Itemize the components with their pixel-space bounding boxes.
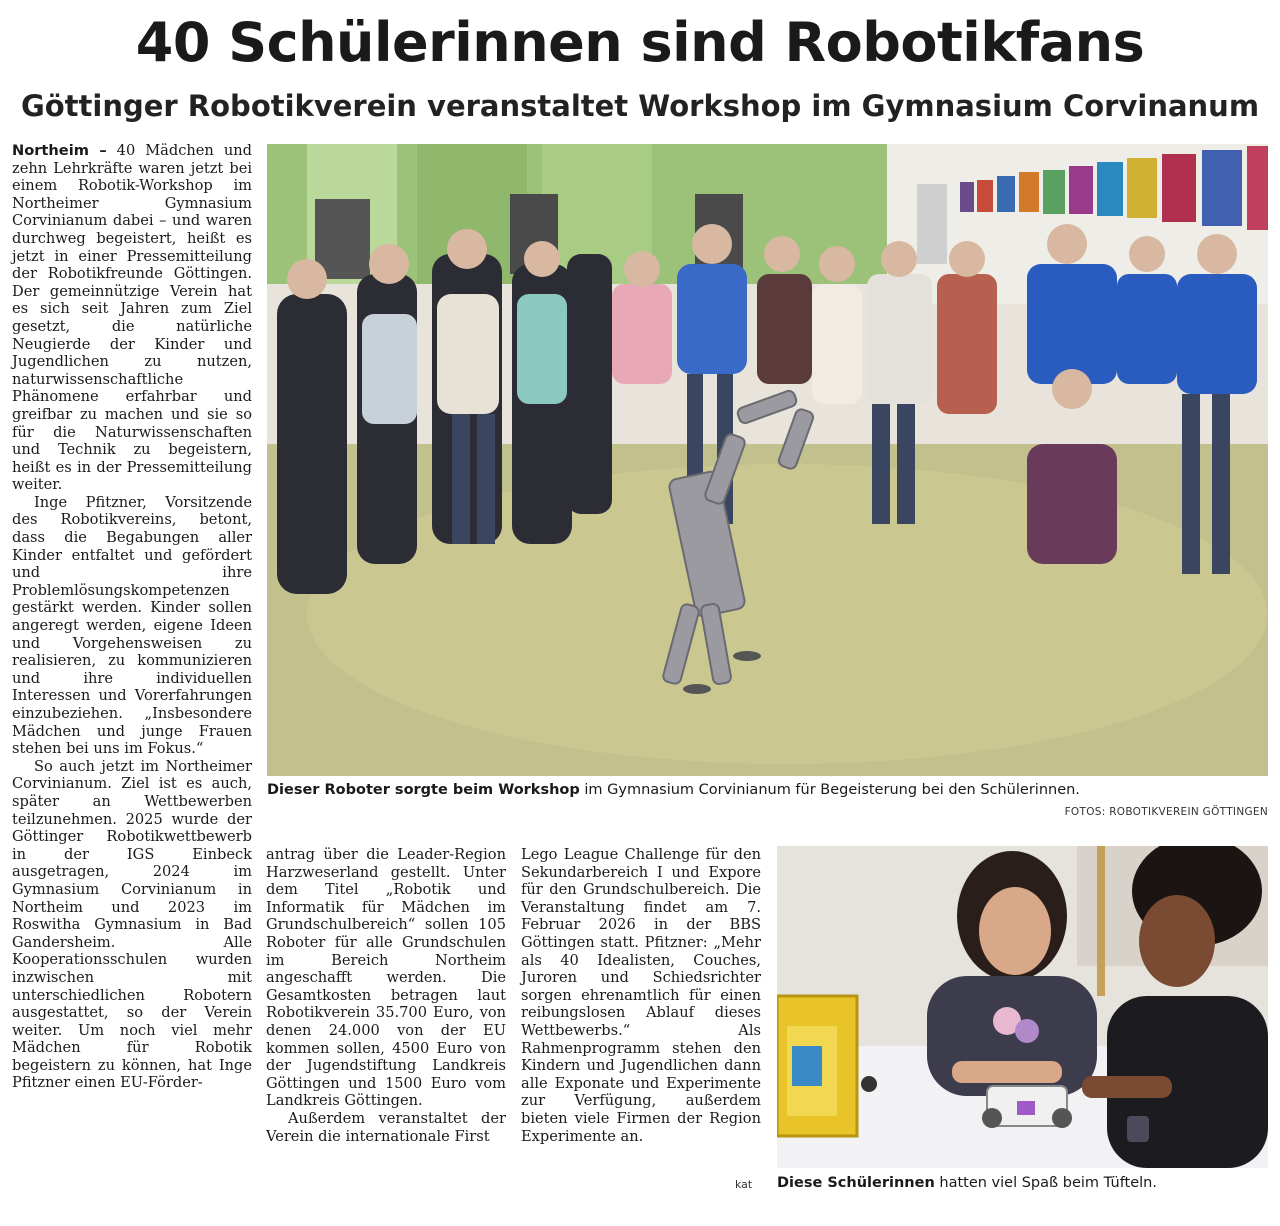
article-paragraph: Lego League Challenge für den Sekundarbereich I und Expore für den Grundschulbereich. Die Veranstaltung findet am 7. Februar 2026 in der BBS Göttingen statt. Pfitzner: „Mehr als 40 Idealisten, Couches, Juroren und Schiedsrichter sorgen ehrenamtlich für einen reibungslosen Ablauf dieses Wettbewerbs.“ Als Rahmenprogramm stehen den Kindern und Jugendlichen dann alle Exponate und Experimente zur Verfügung, außerdem bieten viele Firmen der Region Experimente an. — [521, 846, 761, 1145]
photo-caption-main — [267, 781, 1268, 799]
headline: 40 Schülerinnen sind Robotikfans — [135, 11, 1145, 74]
photo-girls-tinkering — [777, 846, 1268, 1168]
photo-caption-small — [777, 1174, 1268, 1192]
dateline: Northeim – — [12, 142, 107, 159]
article-paragraph: antrag über die Leader-Region Harzweserland gestellt. Unter dem Titel „Robotik und Informatik für Mädchen im Grundschulbereich“ sollen 105 Roboter für alle Grundschulen im Bereich Northeim angeschafft werden. Die Gesamtkosten betragen laut Robotikverein 35.700 Euro, von denen 24.000 von der EU kommen sollen, 4500 Euro von der Jugendstiftung Landkreis Göttingen und 1500 Euro vom Landkreis Göttingen. — [266, 846, 506, 1110]
caption-text: hatten viel Spaß beim Tüfteln. — [934, 1175, 1157, 1191]
article-column-1 — [12, 142, 252, 1194]
article-column-2 — [266, 846, 506, 1196]
article-paragraph: So auch jetzt im Northeimer Corvinianum. Ziel ist es auch, später an Wettbewerben teilzunehmen. 2025 wurde der Göttinger Robotikwettbewerb in der IGS Einbeck ausgetragen, 2024 im Gymnasium Corvinianum in Northeim und 2023 im Roswitha Gymnasium in Bad Gandersheim. Alle Kooperationsschulen wurden inzwischen mit unterschiedlichen Robotern ausgestattet, so der Verein weiter. Um noch viel mehr Mädchen für Robotik begeistern zu können, hat Inge Pfitzner einen EU-Förder- — [12, 757, 252, 1092]
subheadline: Göttinger Robotikverein veranstaltet Workshop im Gymnasium Corvinanum — [20, 89, 1260, 123]
caption-bold: Diese Schülerinnen — [777, 1175, 935, 1191]
article-column-3 — [521, 846, 761, 1196]
photo-robot-workshop-image — [267, 144, 1268, 776]
photo-robot-workshop — [267, 144, 1268, 776]
photo-credit: FOTOS: ROBOTIKVEREIN GÖTTINGEN — [1064, 806, 1268, 818]
article-paragraph: Außerdem veranstaltet der Verein die internationale First — [266, 1109, 506, 1145]
photo-girls-tinkering-image — [777, 846, 1268, 1168]
author-signature: kat — [735, 1178, 753, 1191]
article-paragraph: Inge Pfitzner, Vorsitzende des Robotikvereins, betont, dass die Begabungen aller Kinder entfaltet und gefördert und ihre Problemlösungskompetenzen gestärkt werden. Kinder sollen angeregt werden, eigene Ideen und Vorgehensweisen zu realisieren, zu kommunizieren und ihre individuellen Interessen und Vorerfahrungen einzubeziehen. „Insbesondere Mädchen und junge Frauen stehen bei uns im Fokus.“ — [12, 493, 252, 758]
caption-text: im Gymnasium Corvinianum für Begeisterung bei den Schülerinnen. — [579, 782, 1080, 798]
caption-bold: Dieser Roboter sorgte beim Workshop — [267, 782, 580, 798]
paragraph-text: 40 Mädchen und zehn Lehrkräfte waren jetzt bei einem Robotik-Workshop im Northeimer Gymnasium Corvinianum dabei – und waren durchweg begeistert, heißt es jetzt in einer Pressemitteilung der Robotikfreunde Göttingen. Der gemeinnützige Verein hat es sich seit Jahren zum Ziel gesetzt, die natürliche Neugierde der Kinder und Jugendlichen zu nutzen, naturwissenschaftliche Phänomene erfahrbar und greifbar zu machen und sie so für die Naturwissenschaften und Technik zu begeistern, heißt es in der Pressemitteilung weiter. — [12, 142, 252, 494]
article-paragraph — [12, 142, 252, 494]
